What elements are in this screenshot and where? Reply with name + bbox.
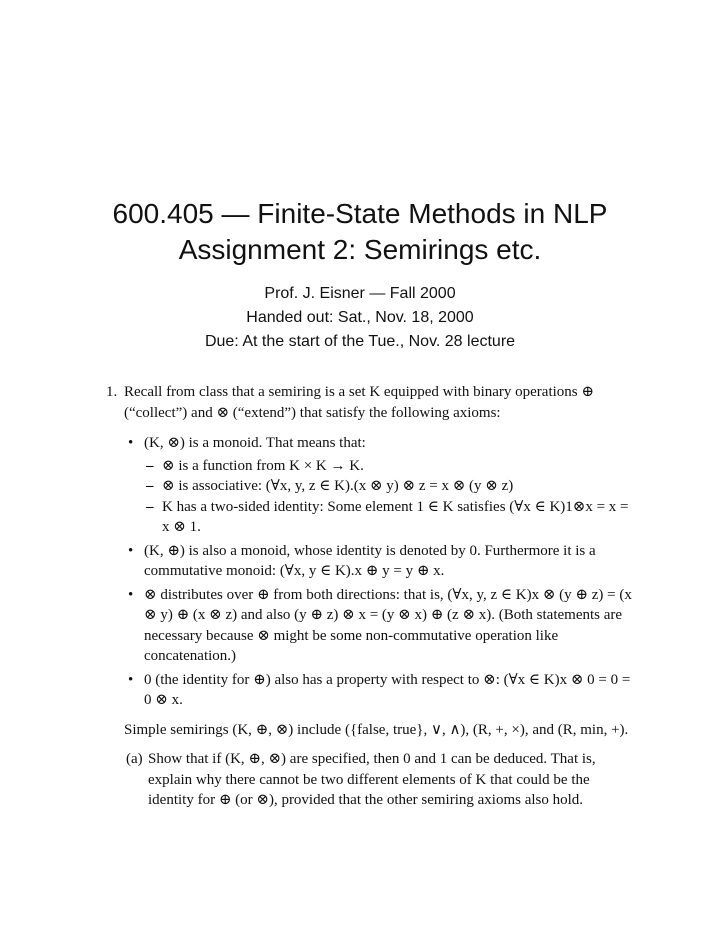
document-meta [0, 282, 720, 354]
due-line: Due: At the start of the Tue., Nov. 28 lecture [204, 333, 516, 350]
intro-text: Recall from class that a semiring is a set K equipped with binary operations ⊕ (“collect”) and ⊗ (“extend”) that satisfy the following axioms: [124, 384, 594, 421]
condition-identity [162, 497, 632, 538]
axiom-text: 0 (the identity for ⊕) also has a property with respect to ⊗: (∀x ∈ K)x ⊗ 0 = 0 = 0 ⊗ x. [144, 671, 631, 708]
problem-1a [106, 749, 632, 811]
subpart-label: (a) [126, 751, 143, 767]
document-title [0, 196, 720, 268]
axiom-plus-monoid [144, 541, 632, 582]
subpart-text: Show that if (K, ⊕, ⊗) are specified, then 0 and 1 can be deduced. That is, explain why there cannot be two different elements of K that could be the identity for ⊕ (or ⊗), provided that the other semiring axioms also hold. [148, 751, 596, 808]
problem-1 [106, 382, 632, 811]
author-line: Prof. J. Eisner — Fall 2000 [264, 285, 456, 302]
title-line-course: 600.405 — Finite-State Methods in NLP [112, 198, 608, 229]
condition-text: K has a two-sided identity: Some element 1 ∈ K satisfies (∀x ∈ K)1⊗x = x = x ⊗ 1. [162, 498, 629, 535]
simple-semirings-paragraph [106, 720, 632, 741]
monoid-conditions [144, 456, 632, 538]
condition-function [162, 456, 632, 477]
axiom-text: ⊗ distributes over ⊕ from both directions: that is, (∀x, y, z ∈ K)x ⊗ (y ⊕ z) = (x ⊗ y) ⊕ (x ⊗ z) and also (y ⊕ z) ⊗ x = (y ⊗ x) ⊕ (z ⊗ x). (Both statements are necessary because ⊗ might be some non-commutative operation like concatenation.) [144, 586, 632, 664]
axiom-zero-annihilator [144, 670, 632, 711]
handed-out-line: Handed out: Sat., Nov. 18, 2000 [246, 309, 474, 326]
condition-associative [162, 476, 632, 497]
axiom-times-monoid [144, 433, 632, 538]
problem-number: 1. [106, 384, 118, 400]
condition-text: ⊗ is a function from K × K → K. [162, 457, 364, 474]
problem-1-intro [106, 382, 632, 423]
axiom-list [106, 433, 632, 711]
simple-semirings-text: Simple semirings (K, ⊕, ⊗) include ({false, true}, ∨, ∧), (R, +, ×), and (R, min, +). [124, 721, 629, 738]
condition-text: ⊗ is associative: (∀x, y, z ∈ K).(x ⊗ y) ⊗ z = x ⊗ (y ⊗ z) [162, 478, 514, 494]
axiom-distributive [144, 585, 632, 667]
axiom-text: (K, ⊗) is a monoid. That means that: [144, 435, 366, 451]
title-line-assignment: Assignment 2: Semirings etc. [178, 234, 542, 265]
axiom-text: (K, ⊕) is also a monoid, whose identity is denoted by 0. Furthermore it is a commutative monoid: (∀x, y ∈ K).x ⊕ y = y ⊕ x. [144, 542, 596, 579]
